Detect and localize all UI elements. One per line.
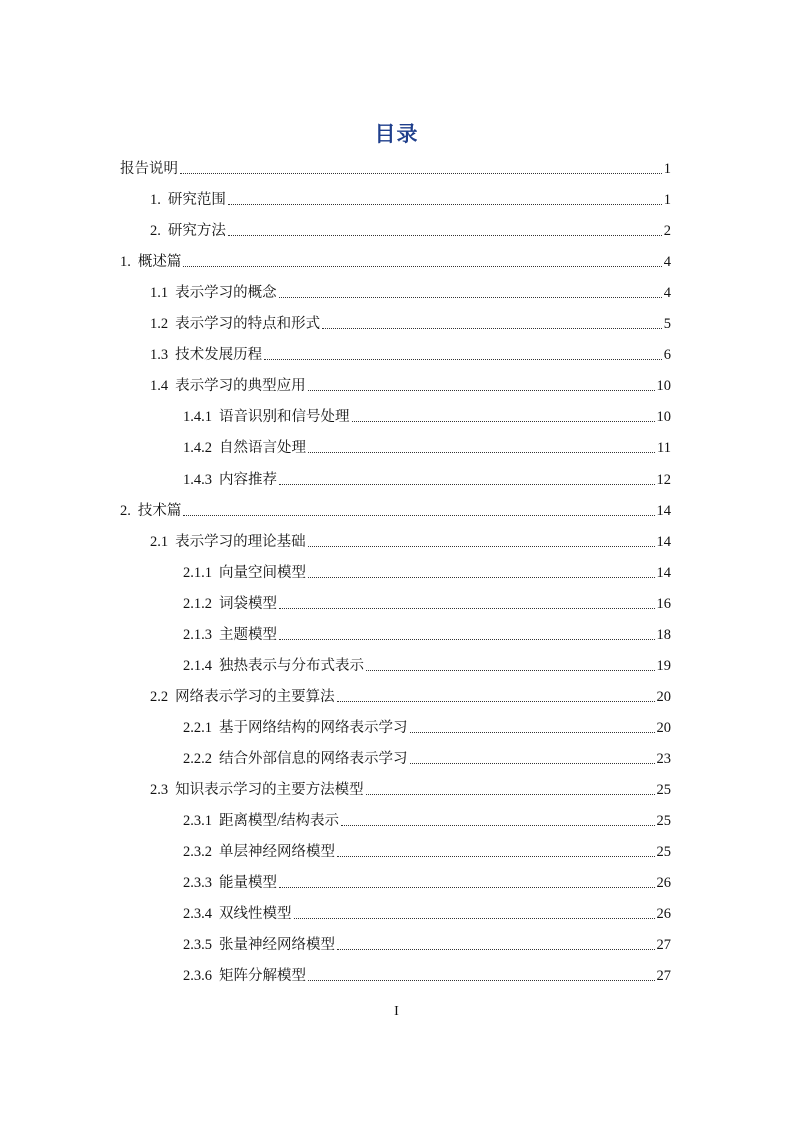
toc-entry-number: 2.3.1 [183, 813, 212, 830]
toc-entry-page: 1 [663, 192, 671, 209]
toc-entry-label [150, 314, 320, 334]
toc-entry-label [120, 159, 178, 179]
toc-entry[interactable] [120, 495, 671, 521]
toc-entry-text: 词袋模型 [219, 595, 277, 612]
toc-entry-number: 2.2.1 [183, 719, 212, 736]
toc-entry-number: 1.4.1 [183, 409, 212, 426]
toc-entry-text: 双线性模型 [219, 906, 292, 923]
toc-entry-label [150, 190, 226, 210]
toc-entry-text: 报告说明 [120, 161, 178, 177]
toc-entry[interactable] [150, 184, 671, 210]
toc-entry[interactable] [183, 557, 671, 583]
toc-entry-number: 2.1.3 [183, 626, 212, 643]
toc-entry-label [150, 780, 364, 800]
toc-entry-page: 18 [656, 626, 671, 643]
toc-entry-number: 2.1.1 [183, 564, 212, 581]
toc-entry-text: 表示学习的理论基础 [175, 533, 306, 550]
toc-entry-page: 20 [656, 719, 671, 736]
toc-entry[interactable] [120, 246, 671, 272]
toc-entry[interactable] [150, 277, 671, 303]
toc-dot-leader [183, 265, 661, 267]
toc-entry-text: 语音识别和信号处理 [219, 409, 350, 426]
toc-dot-leader [337, 855, 655, 857]
toc-dot-leader [337, 700, 655, 702]
toc-entry-page: 2 [663, 223, 671, 240]
toc-entry[interactable] [183, 867, 671, 893]
toc-entry-number: 2.1.4 [183, 657, 212, 674]
toc-entry-number: 2.3.2 [183, 844, 212, 861]
toc-entry-label [183, 749, 408, 769]
toc-entry-page: 16 [656, 595, 671, 612]
toc-entry-number: 2.1 [150, 533, 169, 550]
toc-entry[interactable] [183, 650, 671, 676]
toc-entry-number: 2. [150, 223, 161, 240]
toc-entry-label [183, 935, 335, 955]
toc-dot-leader [264, 358, 662, 360]
toc-entry-text: 知识表示学习的主要方法模型 [175, 782, 364, 798]
toc-entry-label [183, 718, 408, 738]
toc-entry-label [150, 283, 277, 303]
toc-entry-text: 研究方法 [167, 223, 226, 240]
toc-entry-text: 表示学习的典型应用 [175, 378, 306, 395]
toc-entry-text: 表示学习的特点和形式 [175, 316, 321, 333]
toc-entry-page: 25 [656, 844, 671, 861]
toc-entry-number: 1.3 [150, 347, 169, 364]
page-number: I [394, 1004, 399, 1019]
toc-entry-page: 4 [663, 254, 671, 271]
toc-entry-page: 4 [663, 285, 671, 302]
toc-dot-leader [228, 203, 662, 205]
toc-dot-leader [308, 389, 655, 391]
toc-entry-page: 5 [663, 316, 671, 333]
toc-dot-leader [337, 948, 655, 950]
toc-entry-number: 1.4.2 [183, 440, 212, 457]
toc-dot-leader [352, 420, 655, 422]
toc-dot-leader [279, 607, 655, 609]
toc-entry-label [183, 842, 335, 862]
toc-entry-text: 技术篇 [137, 502, 182, 519]
toc-dot-leader [322, 327, 662, 329]
toc-entry-label [183, 966, 306, 986]
toc-entry-text: 张量神经网络模型 [219, 937, 335, 954]
toc-entry[interactable] [183, 743, 671, 769]
toc-entry-label [150, 687, 335, 707]
toc-entry-page: 27 [656, 968, 671, 985]
toc-entry-label [120, 252, 181, 272]
toc-entry-page: 25 [656, 813, 671, 830]
toc-entry-page: 14 [656, 564, 671, 581]
toc-entry-text: 表示学习的概念 [175, 285, 277, 302]
toc-entry-number: 1.4 [150, 378, 169, 395]
toc-entry-number: 2. [120, 502, 131, 519]
toc-entry-page: 14 [656, 533, 671, 550]
toc-entry-number: 2.3.3 [183, 875, 212, 892]
toc-entry-number: 1.4.3 [183, 471, 212, 488]
toc-dot-leader [341, 824, 654, 826]
toc-entry-page: 12 [656, 471, 671, 488]
toc-entry-number: 2.3.6 [183, 968, 212, 985]
toc-entry-page: 20 [656, 688, 671, 705]
toc-dot-leader [279, 296, 662, 298]
toc-dot-leader [410, 762, 655, 764]
toc-entry[interactable] [150, 215, 671, 241]
toc-entry[interactable] [183, 712, 671, 738]
toc-entry-text: 单层神经网络模型 [219, 844, 335, 861]
toc-entry-text: 内容推荐 [219, 471, 277, 488]
toc-entry-label [183, 904, 292, 924]
toc-entry-label [183, 594, 277, 614]
toc-entry-number: 2.3.4 [183, 906, 212, 923]
toc-entry-text: 距离模型/结构表示 [219, 813, 340, 830]
toc-entry[interactable] [183, 898, 671, 924]
toc-dot-leader [279, 483, 655, 485]
toc-entry-page: 27 [656, 937, 671, 954]
toc-title: 目录 [374, 122, 419, 146]
toc-entry-text: 向量空间模型 [219, 564, 306, 581]
toc-entry-label [183, 625, 277, 645]
toc-dot-leader [308, 545, 655, 547]
toc-dot-leader [366, 793, 655, 795]
toc-entry-page: 1 [663, 161, 671, 177]
toc-entry-text: 主题模型 [219, 626, 277, 643]
toc-entry[interactable] [183, 588, 671, 614]
toc-entry[interactable] [150, 774, 671, 800]
toc-entry-page: 11 [657, 440, 671, 457]
toc-entry[interactable] [150, 308, 671, 334]
toc-entry-page: 26 [656, 906, 671, 923]
toc-entry-text: 能量模型 [219, 875, 277, 892]
toc-entry-label [183, 656, 364, 676]
toc-dot-leader [308, 979, 655, 981]
toc-dot-leader [308, 451, 655, 453]
toc-entry[interactable] [183, 401, 671, 427]
toc-entry-number: 1. [120, 254, 131, 271]
toc-entry[interactable] [150, 370, 671, 396]
toc-entry-number: 1. [150, 192, 161, 209]
toc-entry-number: 2.3.5 [183, 937, 212, 954]
toc-entry-page: 10 [656, 409, 671, 426]
toc-entry-text: 结合外部信息的网络表示学习 [219, 750, 408, 767]
toc-entry-label [183, 407, 350, 427]
toc-dot-leader [279, 638, 655, 640]
toc-entry-page: 25 [656, 782, 671, 798]
toc-entry[interactable] [183, 464, 671, 490]
toc-entry-number: 2.2 [150, 688, 169, 705]
toc-entry-page: 10 [656, 378, 671, 395]
toc-dot-leader [294, 917, 655, 919]
toc-entry-text: 网络表示学习的主要算法 [175, 688, 335, 705]
toc-entry-number: 1.2 [150, 316, 169, 333]
toc-entry-text: 自然语言处理 [219, 440, 306, 457]
toc-entry[interactable] [183, 619, 671, 645]
toc-entry-label [183, 563, 306, 583]
toc-entry-text: 矩阵分解模型 [219, 968, 306, 985]
toc-dot-leader [410, 731, 655, 733]
toc-entry[interactable] [150, 681, 671, 707]
toc-dot-leader [366, 669, 655, 671]
toc-entry-label [150, 532, 306, 552]
toc-entry-label [150, 345, 262, 365]
toc-entry-label [183, 811, 339, 831]
toc-entry-number: 2.1.2 [183, 595, 212, 612]
toc-entry-label [150, 376, 306, 396]
toc-entry-text: 技术发展历程 [175, 347, 263, 364]
toc-entry-page: 6 [663, 347, 671, 364]
toc-entry-page: 23 [656, 750, 671, 767]
toc-entry-label [150, 221, 226, 241]
toc-entry-label [183, 438, 306, 458]
toc-entry-label [183, 873, 277, 893]
toc-entry-text: 研究范围 [167, 192, 226, 209]
toc-dot-leader [180, 172, 662, 174]
toc-dot-leader [279, 886, 655, 888]
toc-entry[interactable] [183, 929, 671, 955]
toc-dot-leader [183, 514, 654, 516]
toc-entry[interactable] [183, 432, 671, 458]
toc-entry[interactable] [120, 153, 671, 179]
toc-entry[interactable] [183, 836, 671, 862]
toc-dot-leader [228, 234, 662, 236]
toc-entry-number: 1.1 [150, 285, 169, 302]
toc-dot-leader [308, 576, 655, 578]
toc-entry-label [120, 501, 181, 521]
toc-entry-page: 14 [656, 502, 671, 519]
toc-entry-page: 26 [656, 875, 671, 892]
toc-entry[interactable] [183, 960, 671, 986]
toc-entry-page: 19 [656, 657, 671, 674]
toc-entry-text: 独热表示与分布式表示 [219, 657, 364, 674]
toc-entry-label [183, 470, 277, 490]
toc-entry-text: 基于网络结构的网络表示学习 [219, 719, 408, 736]
toc-entry-number: 2.2.2 [183, 750, 212, 767]
toc-entry-text: 概述篇 [137, 254, 182, 271]
toc-entry-number: 2.3 [150, 782, 169, 798]
toc-entry[interactable] [150, 526, 671, 552]
toc-entry[interactable] [150, 339, 671, 365]
toc-entry[interactable] [183, 805, 671, 831]
